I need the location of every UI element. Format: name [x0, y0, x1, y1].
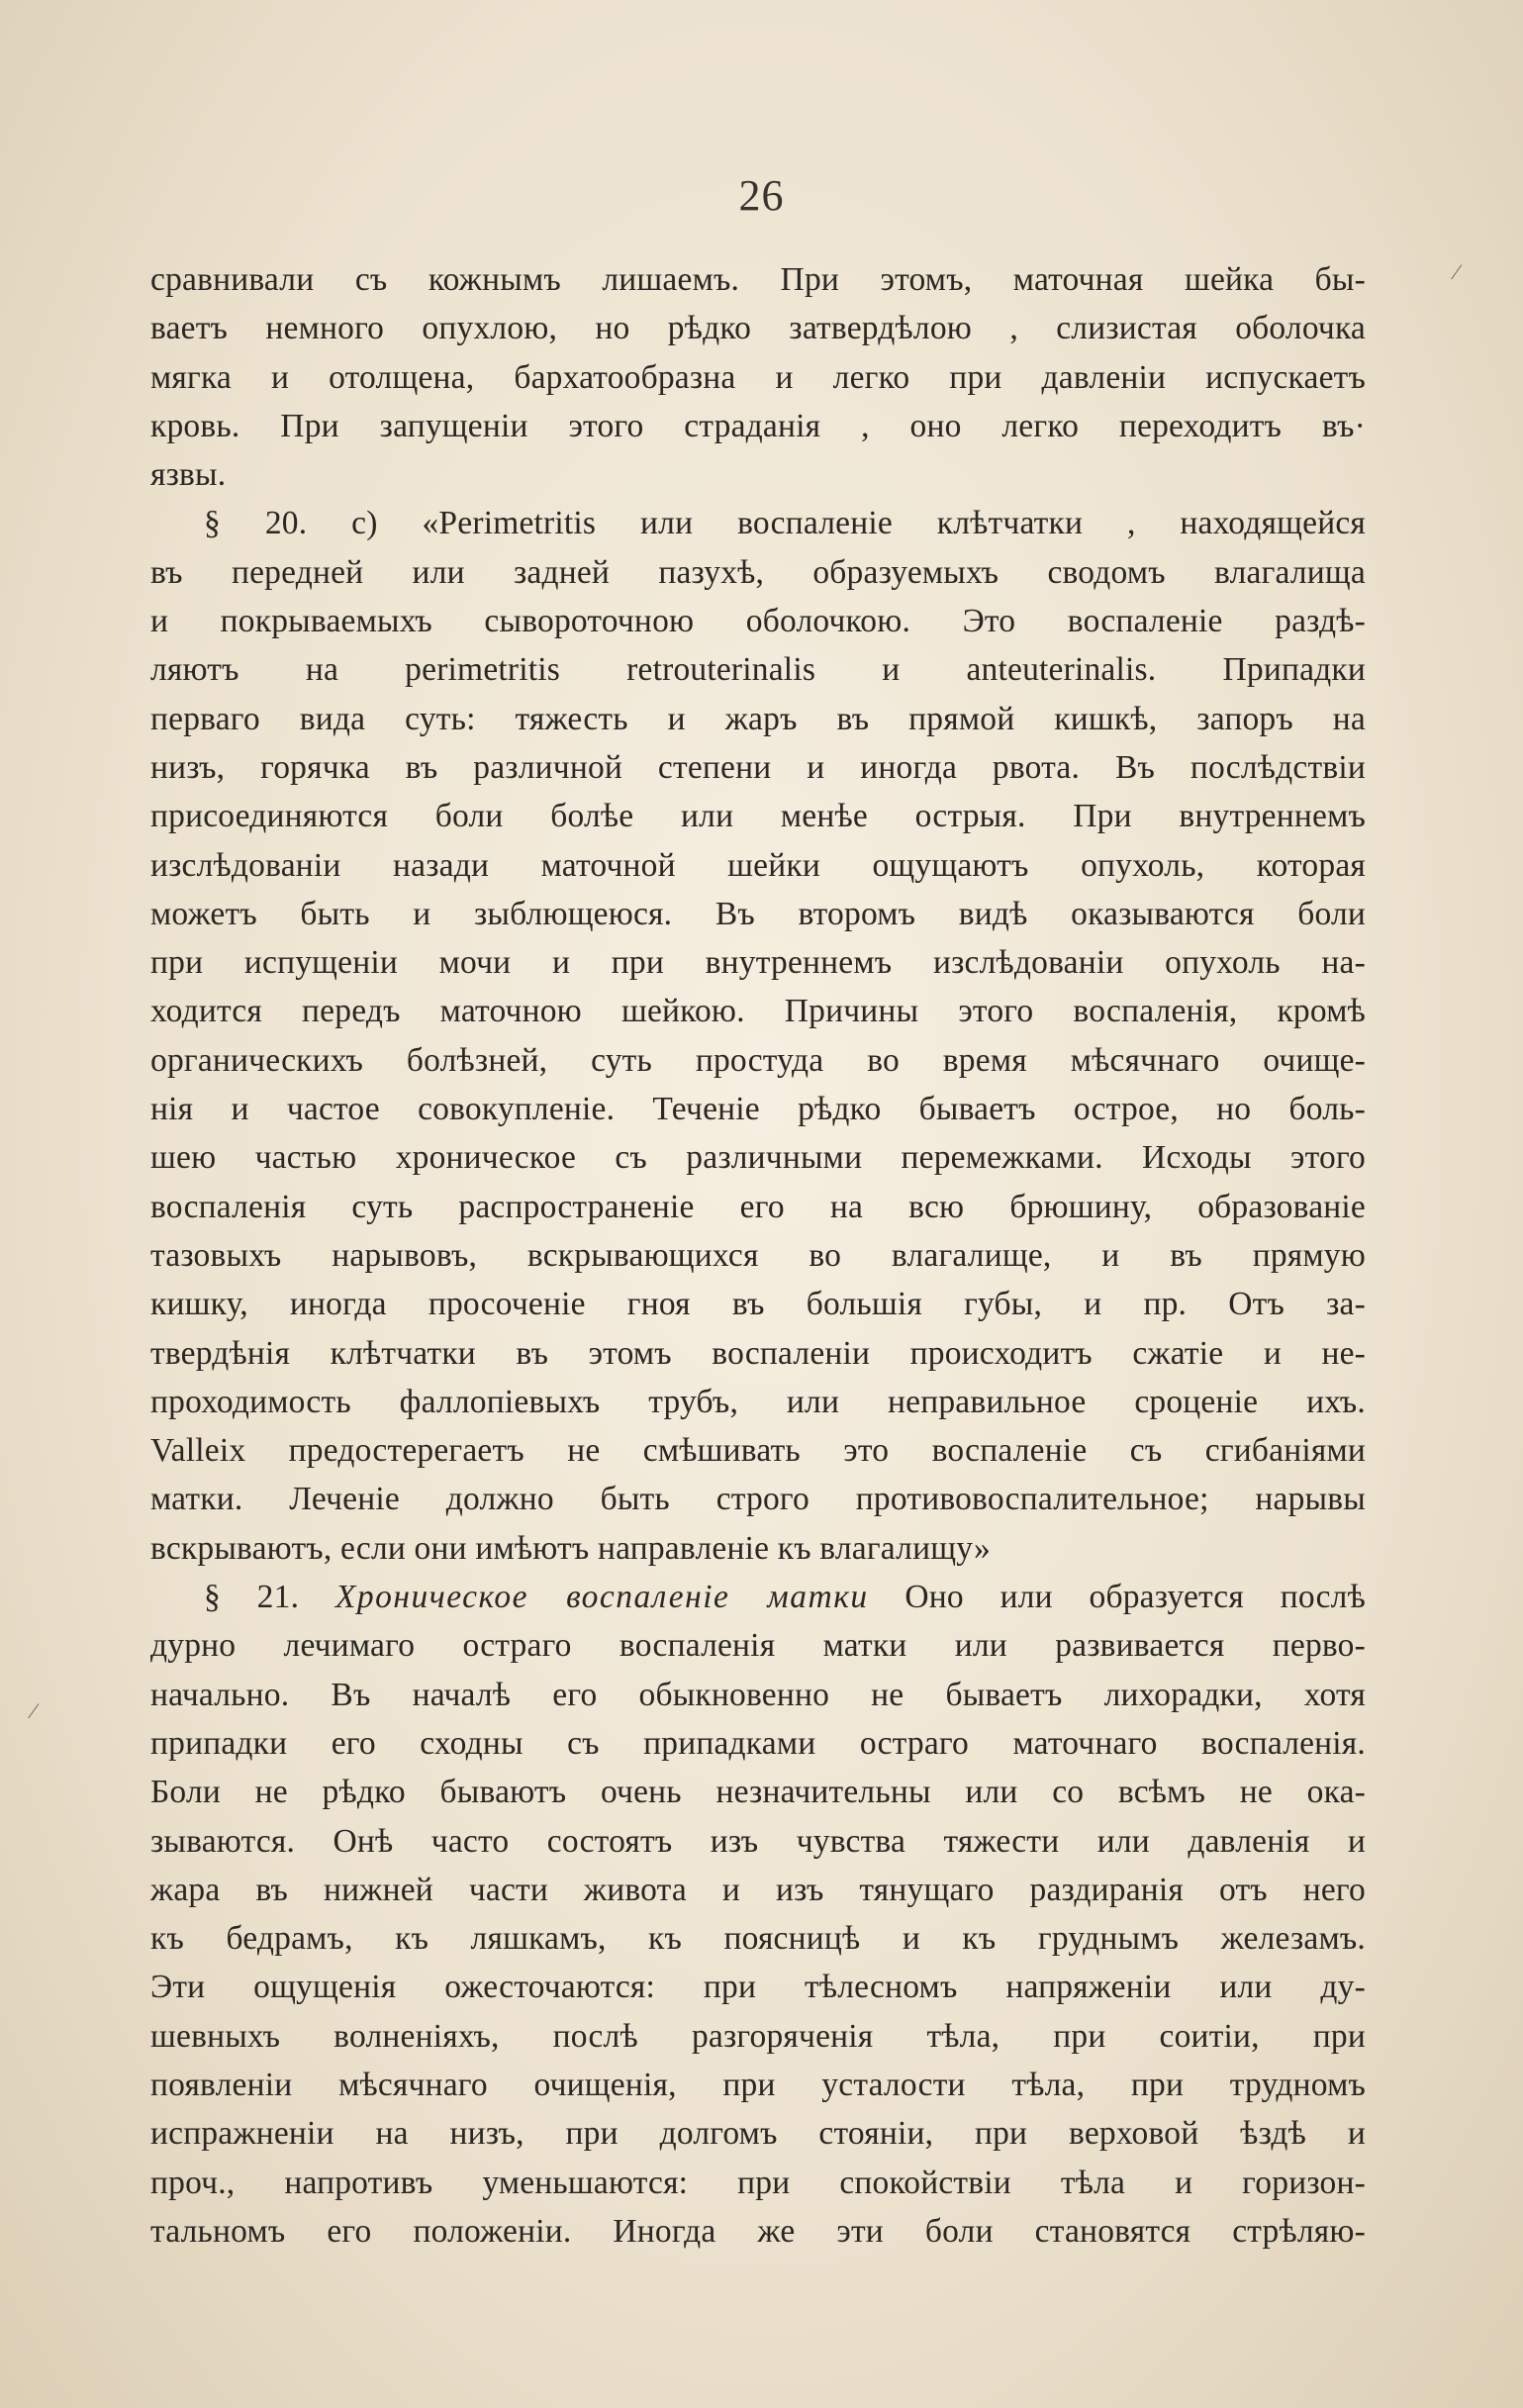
text-line: воспаленія суть распространеніе его на всю брюшину, образованіе	[150, 1188, 1366, 1225]
margin-mark: ⁄	[1455, 259, 1459, 284]
text-line: кишку, иногда просоченіе гноя въ большія губы, и пр. Отъ за-	[150, 1286, 1366, 1323]
text-line: мягка и отолщена, бархатообразна и легко при давленіи испускаетъ	[150, 358, 1366, 396]
text-line: тазовыхъ нарывовъ, вскрывающихся во влагалище, и въ прямую	[150, 1236, 1366, 1274]
text-line: испражненіи на низъ, при долгомъ стояніи, при верховой ѣздѣ и	[150, 2115, 1366, 2153]
text-line: шевныхъ волненіяхъ, послѣ разгоряченія тѣла, при соитіи, при	[150, 2017, 1366, 2055]
text-line: Эти ощущенія ожесточаются: при тѣлесномъ напряженіи или ду-	[150, 1969, 1366, 2006]
text-line: кровь. При запущеніи этого страданія , оно легко переходитъ въ·	[150, 407, 1366, 444]
text-line: ваетъ немного опухлою, но рѣдко затвердѣлою , слизистая оболочка	[150, 310, 1366, 347]
text-line: Valleix предостерегаетъ не смѣшивать это воспаленіе съ сгибаніями	[150, 1432, 1366, 1470]
text-line: изслѣдованіи назади маточной шейки ощущаютъ опухоль, которая	[150, 846, 1366, 884]
text-line: и покрываемыхъ сывороточною оболочкою. Это воспаленіе раздѣ-	[150, 603, 1366, 640]
text-line: матки. Леченіе должно быть строго противовоспалительное; нарывы	[150, 1481, 1366, 1518]
text-line: дурно лечимаго остраго воспаленія матки или развивается перво-	[150, 1627, 1366, 1665]
text-line: проч., напротивъ уменьшаются: при спокойствіи тѣла и горизон-	[150, 2164, 1366, 2201]
text-line: перваго вида суть: тяжесть и жаръ въ прямой кишкѣ, запоръ на	[150, 700, 1366, 737]
text-line: проходимость фаллопіевыхъ трубъ, или неправильное сроценіе ихъ.	[150, 1383, 1366, 1420]
text-line: появленіи мѣсячнаго очищенія, при усталости тѣла, при трудномъ	[150, 2066, 1366, 2103]
text-line: зываются. Онѣ часто состоятъ изъ чувства тяжести или давленія и	[150, 1822, 1366, 1860]
text-line: ляютъ на perimetritis retrouterinalis и anteuterinalis. Припадки	[150, 651, 1366, 689]
text-line: начально. Въ началѣ его обыкновенно не бываетъ лихорадки, хотя	[150, 1676, 1366, 1713]
text-line: присоединяются боли болѣе или менѣе острыя. При внутреннемъ	[150, 798, 1366, 835]
text-line: язвы.	[150, 456, 227, 494]
section-heading-line: § 20. с) «Perimetritis или воспаленіе клѣтчатки , находящейся	[204, 505, 1366, 542]
text-line: органическихъ болѣзней, суть простуда во время мѣсячнаго очище-	[150, 1041, 1366, 1079]
text-line: ходится передъ маточною шейкою. Причины этого воспаленія, кромѣ	[150, 993, 1366, 1030]
text-line: нія и частое совокупленіе. Теченіе рѣдко бываетъ острое, но боль-	[150, 1091, 1366, 1128]
section-number: § 21.	[204, 1579, 335, 1616]
text-line: Боли не рѣдко бываютъ очень незначительны или со всѣмъ не ока-	[150, 1774, 1366, 1811]
text-line: къ бедрамъ, къ ляшкамъ, къ поясницѣ и къ груднымъ железамъ.	[150, 1920, 1366, 1958]
margin-mark: ⁄	[32, 1698, 36, 1723]
text-line: вскрываютъ, если они имѣютъ направленіе къ влагалищу»	[150, 1529, 991, 1567]
text-line: можетъ быть и зыблющеюся. Въ второмъ видѣ оказываются боли	[150, 895, 1366, 932]
page-number: 26	[738, 171, 785, 220]
text-line: припадки его сходны съ припадками остраго маточнаго воспаленія.	[150, 1724, 1366, 1762]
text-line: въ передней или задней пазухѣ, образуемыхъ сводомъ влагалища	[150, 553, 1366, 591]
text-line: жара въ нижней части живота и изъ тянущаго раздиранія отъ него	[150, 1871, 1366, 1908]
text-line: твердѣнія клѣтчатки въ этомъ воспаленіи происходитъ сжатіе и не-	[150, 1334, 1366, 1372]
body-text	[150, 255, 1366, 2256]
section-heading-line	[150, 1573, 1366, 1621]
section-title: Хроническое воспаленіе матки	[334, 1579, 869, 1616]
text-line: сравнивали съ кожнымъ лишаемъ. При этомъ, маточная шейка бы-	[150, 261, 1366, 298]
text-line: низъ, горячка въ различной степени и иногда рвота. Въ послѣдствіи	[150, 748, 1366, 786]
text-line: шею частью хроническое съ различными перемежками. Исходы этого	[150, 1139, 1366, 1177]
text-line: при испущеніи мочи и при внутреннемъ изслѣдованіи опухоль на-	[150, 944, 1366, 982]
text-line: тальномъ его положеніи. Иногда же эти боли становятся стрѣляю-	[150, 2212, 1366, 2250]
section-continuation: Оно или образуется послѣ	[868, 1579, 1366, 1616]
